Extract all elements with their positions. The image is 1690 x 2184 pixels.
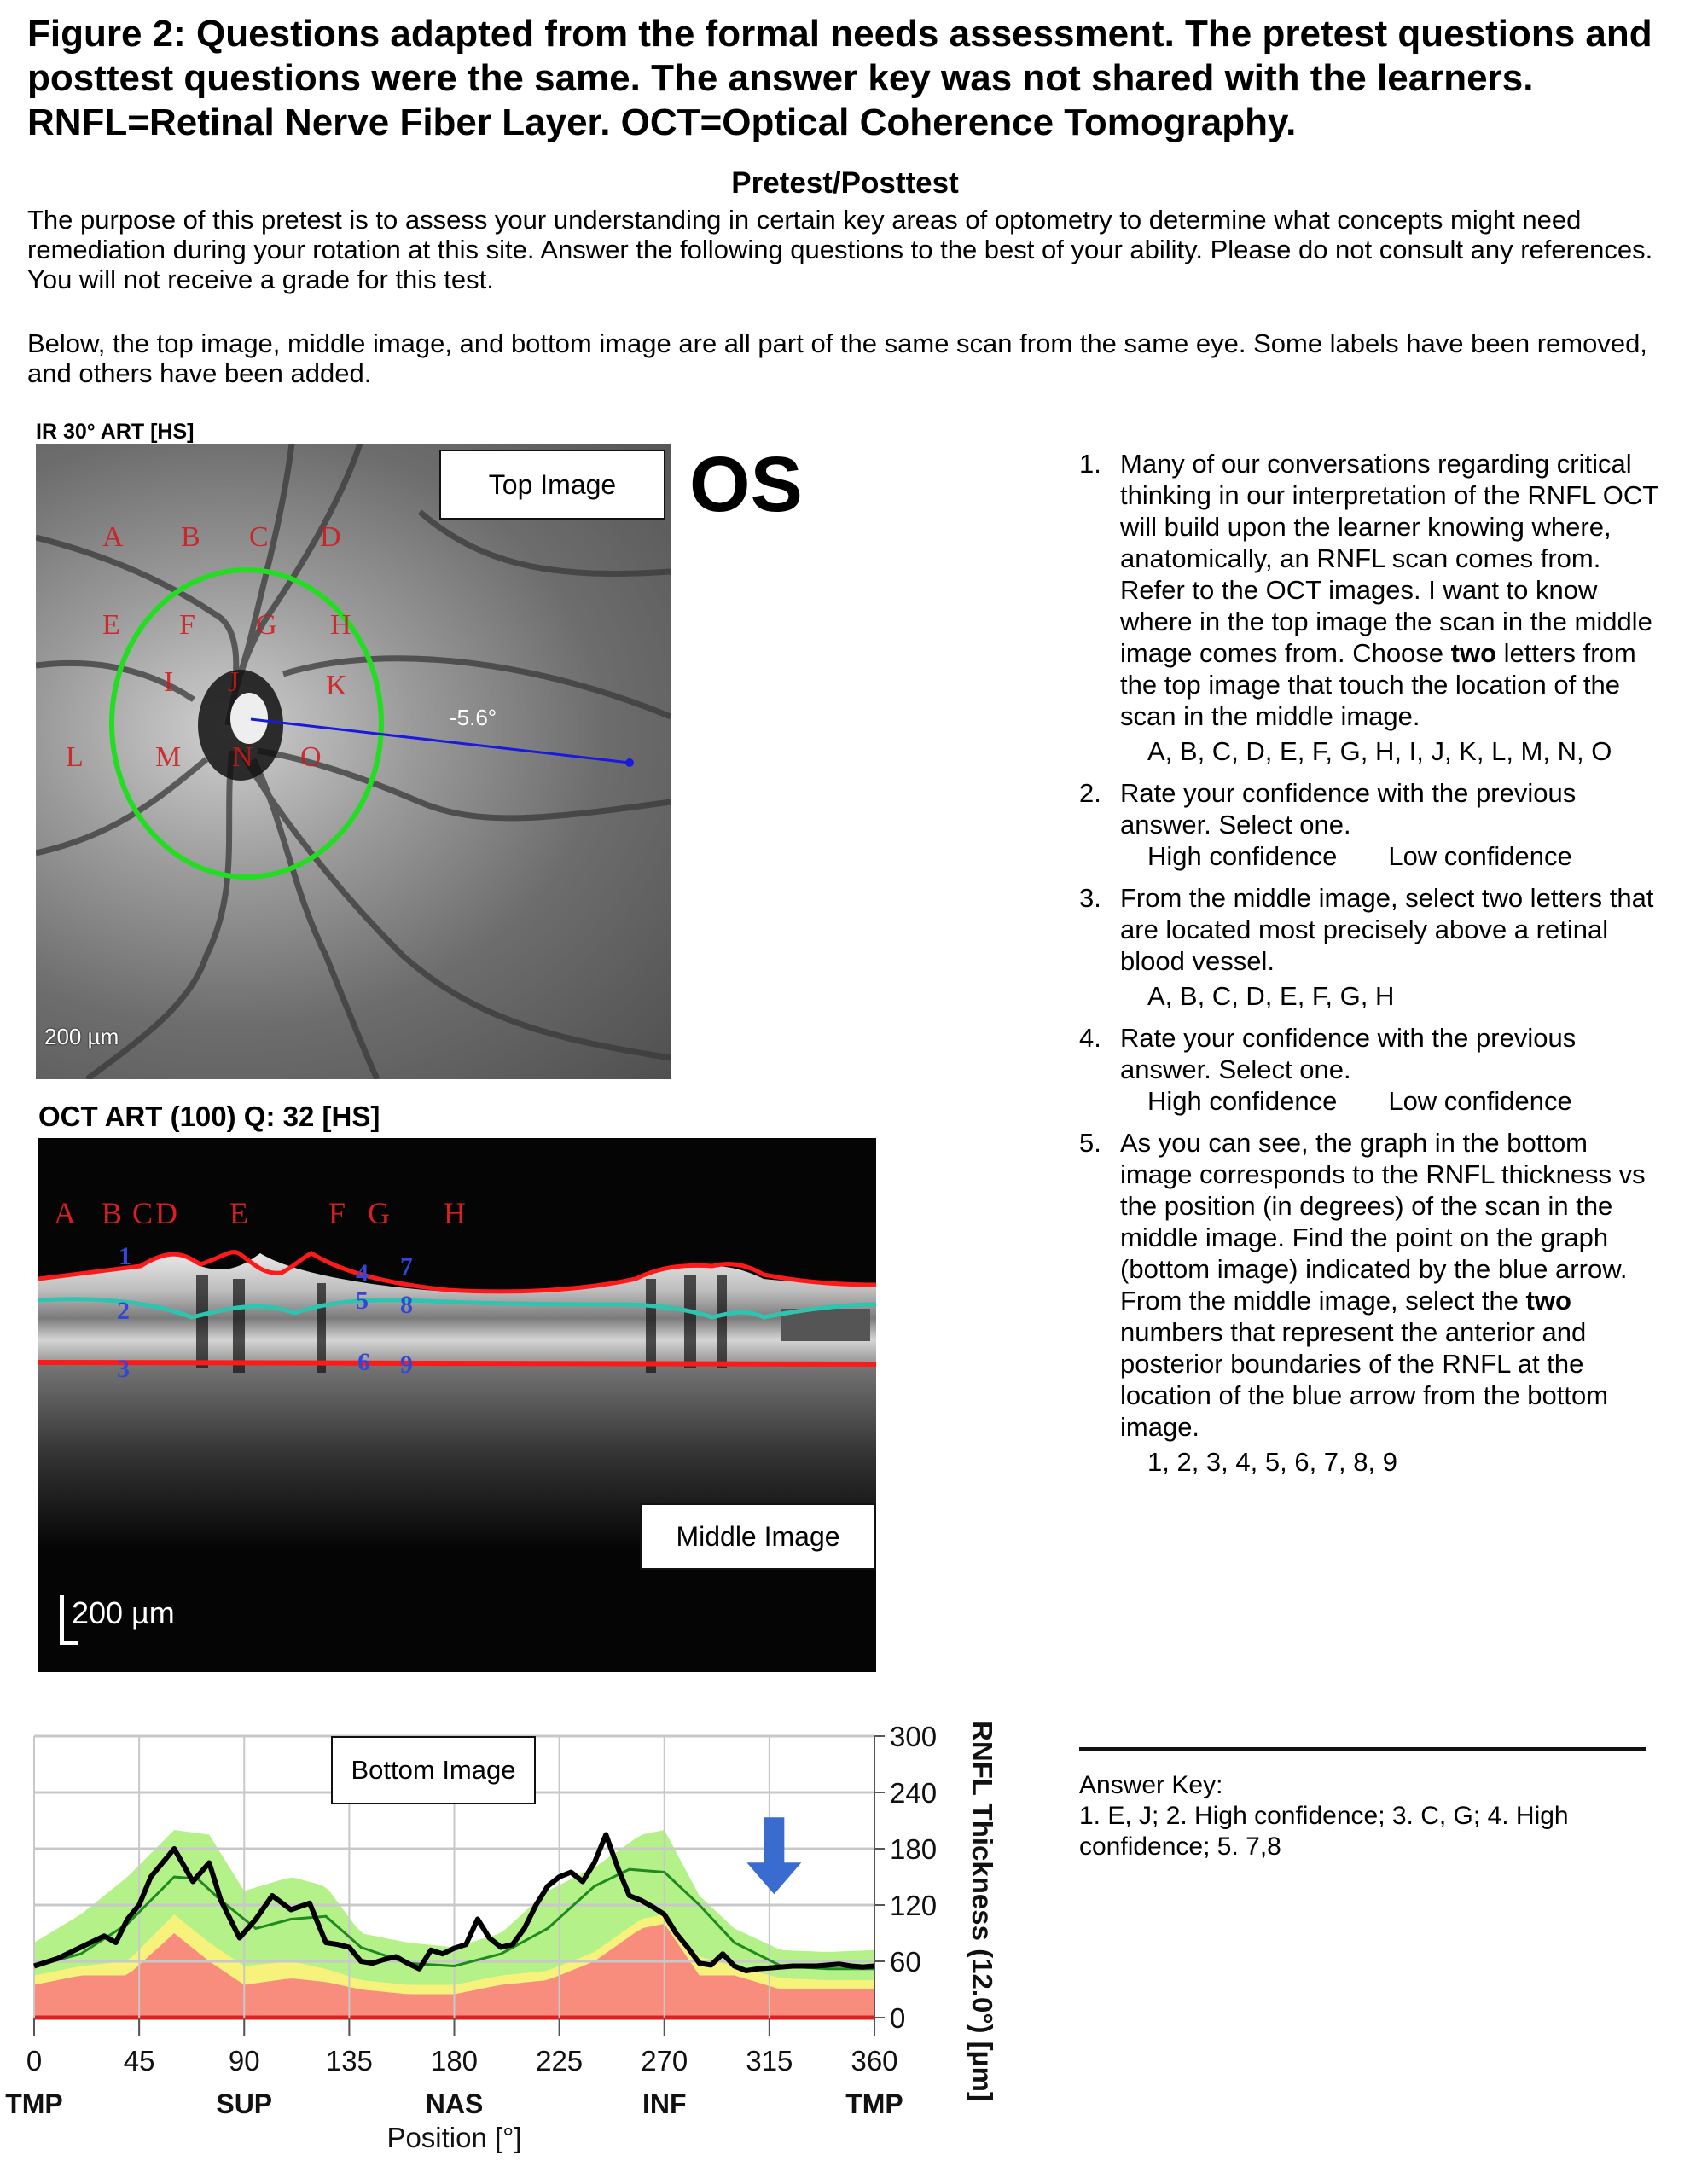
fundus-letter-l: L (66, 741, 84, 773)
region-label-tmp-4: TMP (845, 2088, 903, 2119)
middle-image-box-label: Middle Image (640, 1503, 876, 1570)
question-list (1079, 448, 1659, 1488)
x-tick-label-45: 45 (123, 2045, 155, 2077)
y-axis-label: RNFL Thickness (12.0°) [µm] (967, 1720, 998, 2102)
oct-letter-h: H (444, 1196, 466, 1230)
top-scale-label: 200 µm (44, 1024, 119, 1049)
oct-bscan (38, 1138, 876, 1672)
scan-line-endpoint (625, 758, 634, 767)
fundus-letter-g: G (256, 609, 277, 641)
oct-number-9: 9 (400, 1350, 413, 1379)
fundus-letter-i: I (164, 666, 174, 698)
oct-number-1: 1 (119, 1242, 131, 1270)
fundus-letter-a: A (102, 521, 124, 553)
fundus-letter-d: D (320, 521, 341, 553)
answer-key-text: 1. E, J; 2. High confidence; 3. C, G; 4. High confidence; 5. 7,8 (1079, 1802, 1569, 1861)
section-title: Pretest/Posttest (731, 166, 959, 200)
oct-number-6: 6 (357, 1348, 370, 1376)
fundus-letter-o: O (300, 741, 322, 773)
question-1 (1079, 448, 1659, 767)
x-tick-label-360: 360 (851, 2045, 898, 2077)
fundus-letter-h: H (330, 609, 351, 641)
fundus-letter-e: E (102, 609, 120, 641)
oct-number-7: 7 (400, 1252, 413, 1281)
answer-key-heading: Answer Key: (1079, 1771, 1223, 1799)
question-text: Rate your confidence with the previous answer. Select one. (1120, 778, 1577, 839)
intro-paragraph: The purpose of this pretest is to assess your understanding in certain key areas of optometry to determine what concepts might need remediation during your rotation at this site. Answer the following questions to the best of your ability. Please do not consult any references. You will not receive a grade for this test. (27, 205, 1653, 294)
region-label-tmp-0: TMP (5, 2088, 63, 2119)
fundus-letter-f: F (179, 609, 195, 641)
oct-letter-a: A (54, 1196, 76, 1230)
x-tick-label-225: 225 (536, 2045, 584, 2077)
question-text-cont: numbers that represent the anterior and posterior boundaries of the RNFL at the location of the blue arrow from the bottom image. (1120, 1317, 1609, 1442)
question-2 (1079, 777, 1659, 872)
y-tick-label-60: 60 (890, 1946, 921, 1978)
y-tick-label-240: 240 (890, 1777, 938, 1809)
oct-number-2: 2 (117, 1297, 130, 1325)
x-tick-label-270: 270 (641, 2045, 688, 2077)
choice-high-confidence[interactable]: High confidence (1147, 841, 1338, 871)
oct-number-8: 8 (400, 1291, 413, 1319)
oct-overlay (38, 1138, 876, 1672)
scale-bar-icon (60, 1595, 64, 1645)
top-image-box-label: Top Image (439, 450, 665, 520)
question-number: 3. (1079, 883, 1101, 913)
x-tick-label-90: 90 (228, 2045, 260, 2077)
angle-label: -5.6° (450, 705, 497, 730)
oct-letter-d: D (155, 1196, 177, 1230)
question-number: 2. (1079, 778, 1101, 808)
answer-key-divider (1079, 1747, 1646, 1751)
choice-low-confidence[interactable]: Low confidence (1388, 841, 1572, 871)
question-number: 4. (1079, 1023, 1101, 1053)
question-emphasis: two (1450, 638, 1497, 668)
blue-arrow-shape (746, 1817, 801, 1894)
question-5 (1079, 1127, 1659, 1478)
oct-number-3: 3 (117, 1355, 130, 1383)
question-number: 5. (1079, 1128, 1101, 1158)
fundus-letter-j: J (228, 666, 240, 698)
oct-letter-f: F (328, 1196, 346, 1230)
middle-scale-label: 200 µm (72, 1595, 175, 1630)
bottom-image-box-label: Bottom Image (331, 1736, 536, 1804)
fundus-letter-k: K (326, 670, 347, 701)
x-axis-ticks (26, 2045, 898, 2077)
fundus-letter-b: B (181, 521, 200, 553)
question-emphasis: two (1525, 1286, 1571, 1316)
question-text-cont: letters from the top image that touch the location of the scan in the middle image. (1120, 638, 1636, 731)
y-tick-label-120: 120 (890, 1890, 938, 1921)
fundus-overlay (36, 444, 671, 1079)
eye-label: OS (689, 441, 803, 528)
question-text: Many of our conversations regarding critical thinking in our interpretation of the RNFL OCT will build upon the learner knowing where, anatomically, an RNFL scan comes from. Refer to the OCT images. I want to know where in the top image the scan in the middle image comes from. Choose (1120, 449, 1658, 668)
oct-letter-g: G (368, 1196, 390, 1230)
blue-arrow-icon (746, 1817, 801, 1894)
choice-low-confidence[interactable]: Low confidence (1388, 1086, 1572, 1116)
y-axis-ticks (874, 1721, 937, 2034)
answer-options[interactable]: A, B, C, D, E, F, G, H, I, J, K, L, M, N, O (1147, 736, 1612, 766)
oct-letter-c: C (132, 1196, 154, 1230)
scale-bar-foot (60, 1641, 78, 1645)
x-tick-label-315: 315 (746, 2045, 793, 2077)
oct-number-5: 5 (356, 1287, 369, 1315)
retinal-vessels (36, 444, 671, 1079)
images-note: Below, the top image, middle image, and bottom image are all part of the same scan from the same eye. Some labels have been removed, and others have been added. (27, 328, 1647, 388)
y-tick-label-300: 300 (890, 1721, 938, 1752)
region-label-sup-1: SUP (216, 2088, 273, 2119)
oct-letter-e: E (229, 1196, 248, 1230)
optic-cup (230, 693, 268, 744)
x-axis-regions (5, 2088, 903, 2119)
oct-letter-b: B (102, 1196, 123, 1230)
fundus-letter-m: M (155, 741, 182, 773)
region-label-inf-3: INF (642, 2088, 687, 2119)
question-3 (1079, 882, 1659, 1012)
question-number: 1. (1079, 449, 1101, 479)
bruchs-membrane-boundary (38, 1362, 876, 1364)
question-4 (1079, 1022, 1659, 1117)
question-text: As you can see, the graph in the bottom image corresponds to the RNFL thickness vs the position (in degrees) of the scan in the middle image. Find the point on the graph (bottom image) indicated by the blue arrow. From the middle image, select the (1120, 1128, 1646, 1316)
region-label-nas-2: NAS (425, 2088, 484, 2119)
fundus-letter-n: N (232, 741, 253, 773)
oct-number-4: 4 (356, 1259, 369, 1287)
y-tick-label-180: 180 (890, 1833, 938, 1865)
question-text: Rate your confidence with the previous answer. Select one. (1120, 1023, 1577, 1084)
answer-key (1079, 1770, 1659, 1862)
answer-options[interactable]: 1, 2, 3, 4, 5, 6, 7, 8, 9 (1147, 1447, 1397, 1477)
x-tick-label-180: 180 (430, 2045, 479, 2077)
figure-caption: Figure 2: Questions adapted from the formal needs assessment. The pretest questions and posttest questions were the same. The answer key was not shared with the learners. RNFL=Retinal Nerve Fiber Layer. OCT=Optical Coherence Tomography. (27, 13, 1652, 143)
answer-options[interactable]: A, B, C, D, E, F, G, H (1147, 981, 1395, 1011)
top-image-header: IR 30° ART [HS] (36, 420, 195, 444)
fundus-image (36, 444, 671, 1079)
x-axis-label: Position [°] (386, 2122, 522, 2153)
question-text: From the middle image, select two letters that are located most precisely above a retinal blood vessel. (1120, 883, 1654, 976)
y-tick-label-0: 0 (890, 2002, 906, 2034)
choice-high-confidence[interactable]: High confidence (1147, 1086, 1338, 1116)
fundus-letter-c: C (249, 521, 269, 553)
middle-image-header: OCT ART (100) Q: 32 [HS] (38, 1101, 380, 1132)
x-tick-label-0: 0 (26, 2045, 43, 2077)
x-tick-label-135: 135 (325, 2045, 373, 2077)
